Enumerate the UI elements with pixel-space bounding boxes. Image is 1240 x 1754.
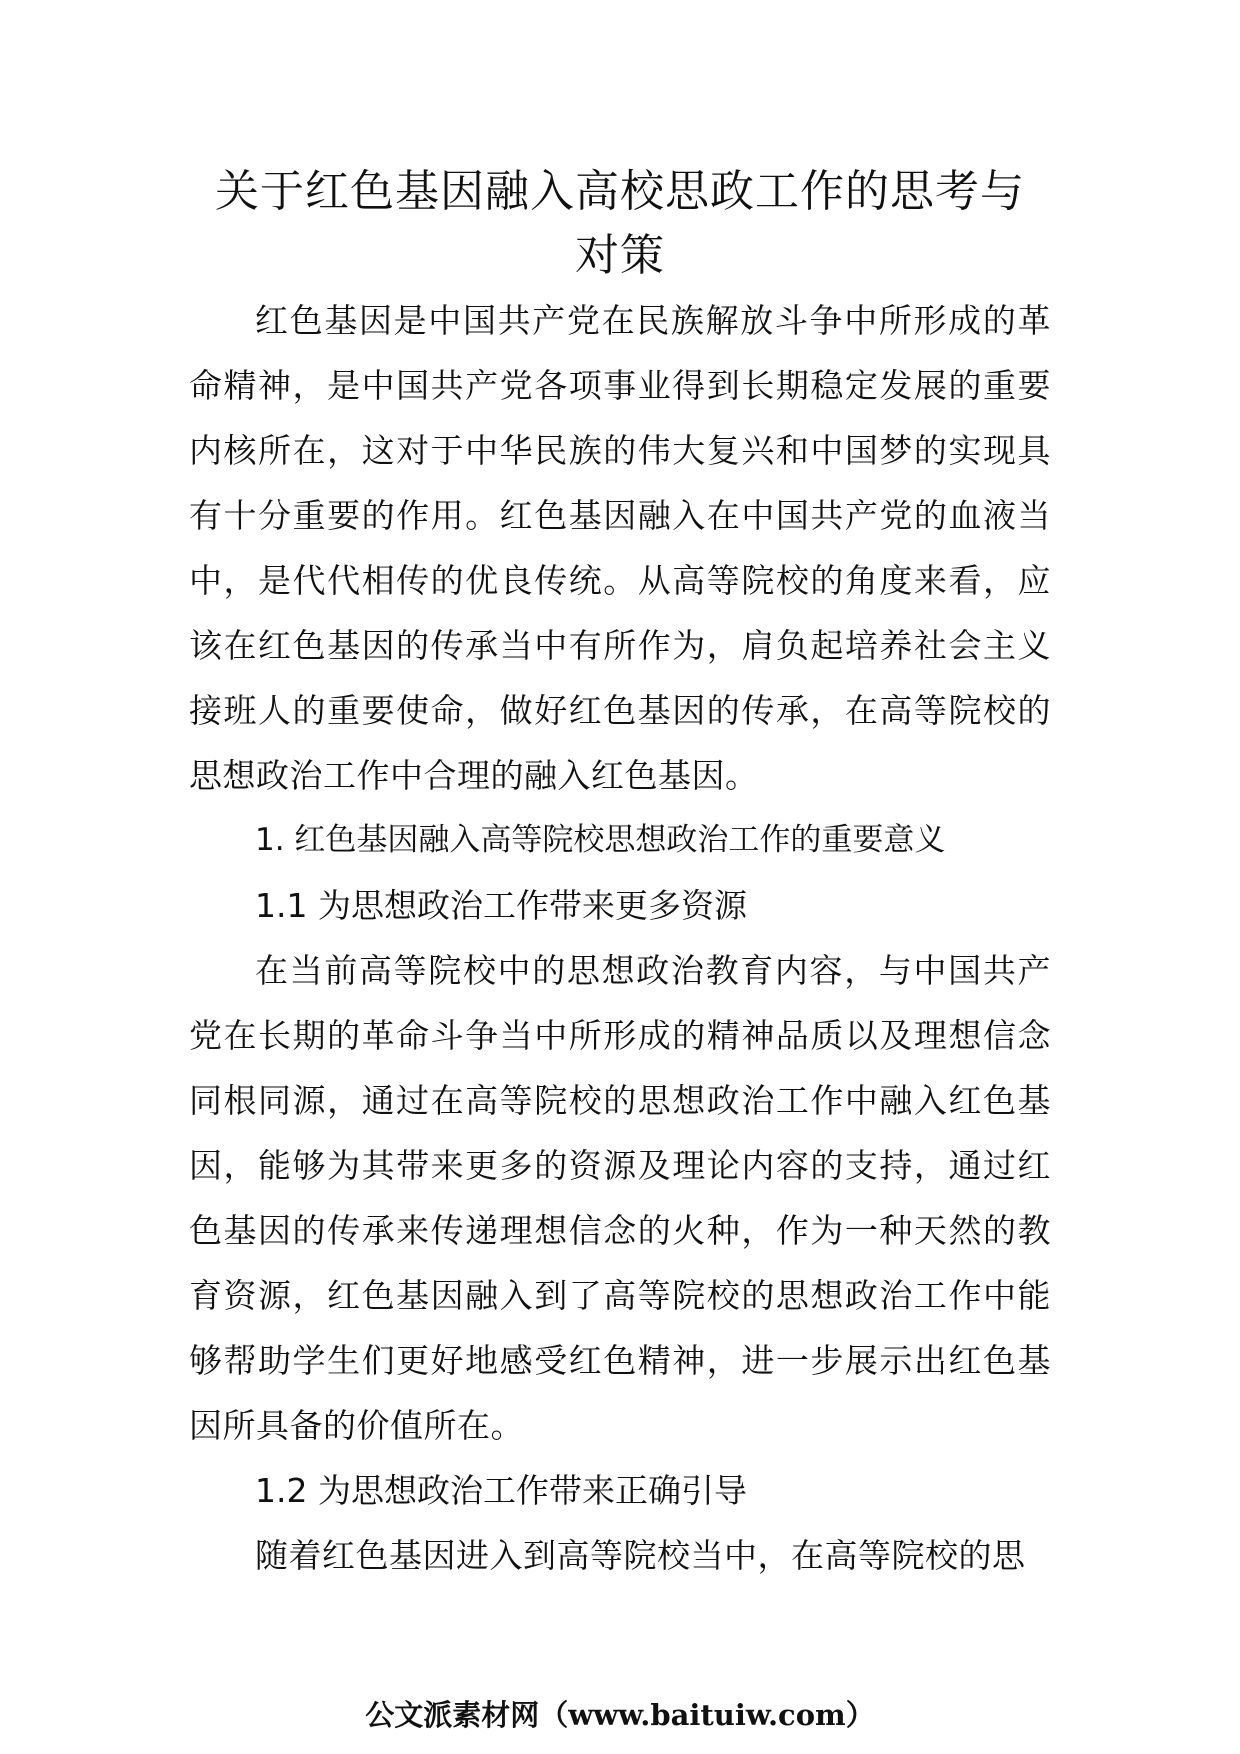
subsection-paragraph-1-1: 在当前高等院校中的思想政治教育内容，与中国共产党在长期的革命斗争当中所形成的精神品质以及理想信念同根同源，通过在高等院校的思想政治工作中融入红色基因，能够为其带来更多的资源及理论内容的支持，通过红色基因的传承来传递理想信念的火种，作为一种天然的教育资源，红色基因融入到了高等院校的思想政治工作中能够帮助学生们更好地感受红色精神，进一步展示出红色基因所具备的价值所在。 [189, 951, 1051, 1445]
section-heading-1: 1. 红色基因融入高等院校思想政治工作的重要意义 [255, 822, 946, 858]
subsection-heading-1-1: 1.1 为思想政治工作带来更多资源 [255, 886, 747, 925]
subsection-heading-1-2: 1.2 为思想政治工作带来正确引导 [255, 1471, 747, 1510]
document-title-line-2: 对策 [575, 230, 665, 281]
intro-paragraph: 红色基因是中国共产党在民族解放斗争中所形成的革命精神，是中国共产党各项事业得到长期稳定发展的重要内核所在，这对于中华民族的伟大复兴和中国梦的实现具有十分重要的作用。红色基因融入在中国共产党的血液当中，是代代相传的优良传统。从高等院校的角度来看，应该在红色基因的传承当中有所作为，肩负起培养社会主义接班人的重要使命，做好红色基因的传承，在高等院校的思想政治工作中合理的融入红色基因。 [189, 301, 1051, 795]
document-title-line-1: 关于红色基因融入高校思政工作的思考与 [215, 166, 1025, 217]
document-title [189, 160, 1051, 288]
subsection-paragraph-1-2: 随着红色基因进入到高等院校当中，在高等院校的思 [255, 1536, 1026, 1575]
document-body [189, 160, 1051, 1588]
footer-source-watermark: 公文派素材网（www.baituiw.com） [365, 1698, 875, 1732]
